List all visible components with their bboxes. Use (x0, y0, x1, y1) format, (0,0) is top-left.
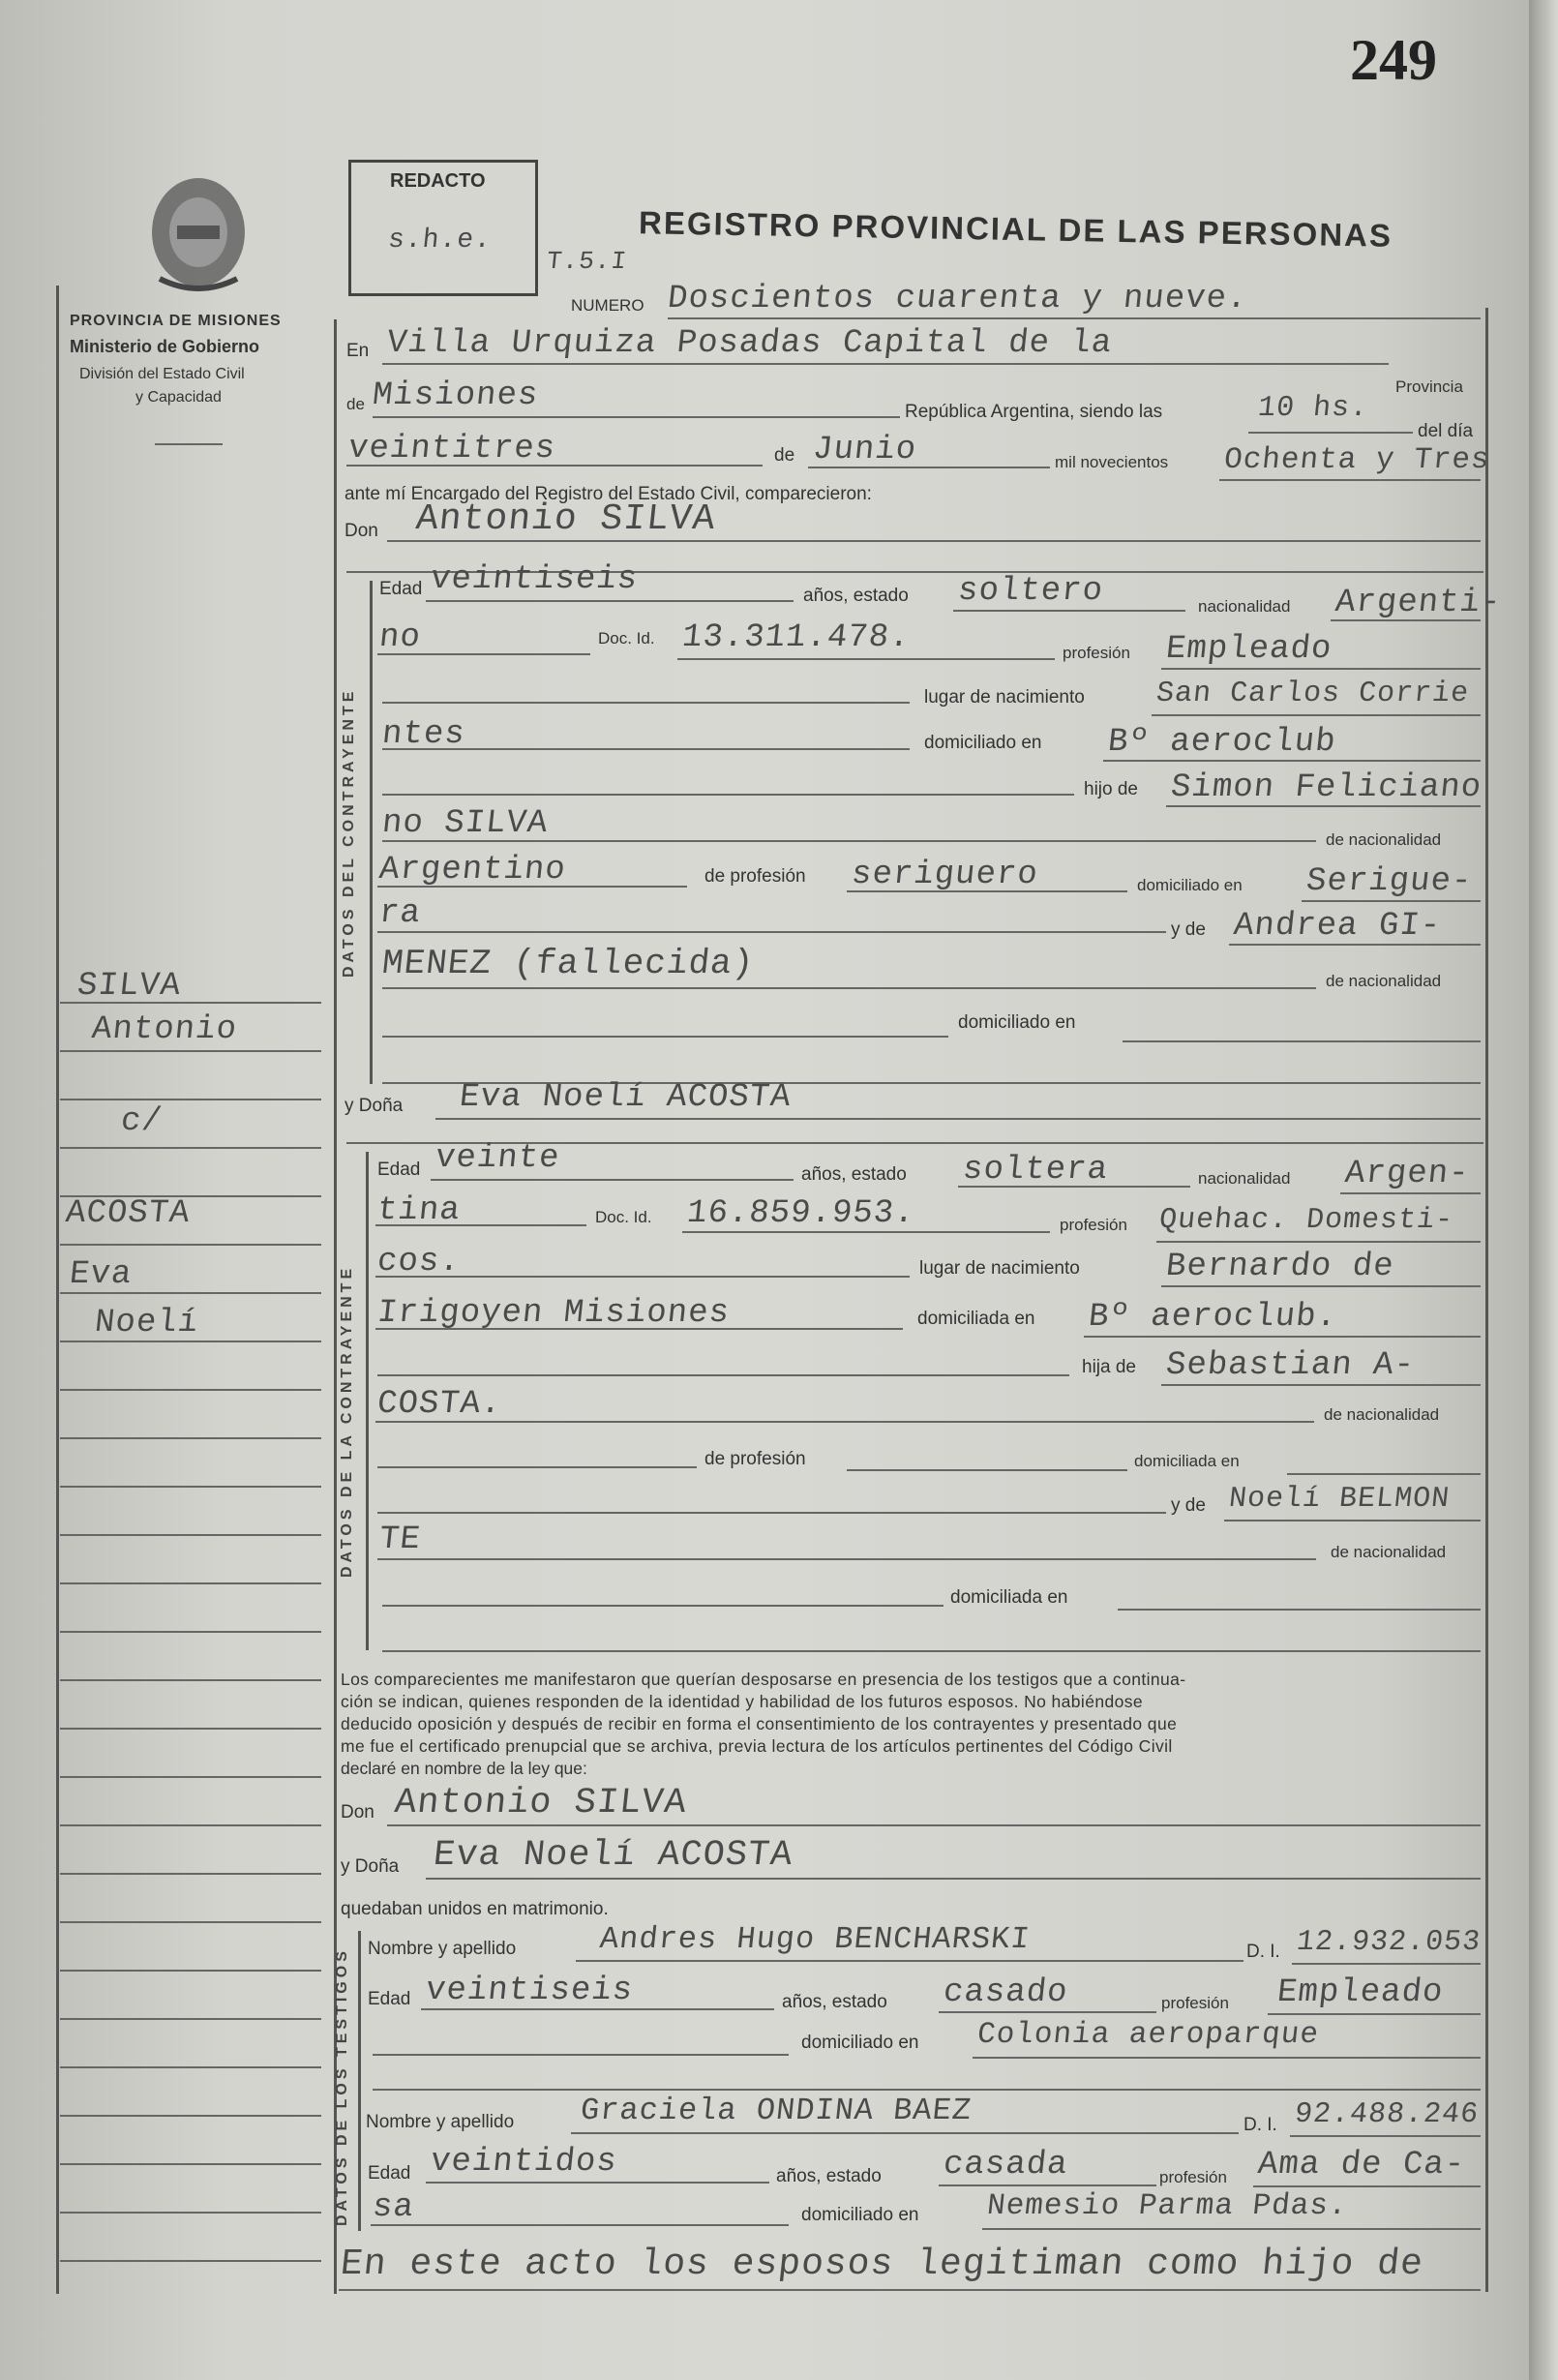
label-anos-estado-t1: años, estado (782, 1992, 887, 2012)
value-e-padre-2: COSTA. (375, 1386, 504, 1423)
label-domiciliada: domiciliada en (917, 1309, 1035, 1329)
label-datos-contrayente: DATOS DEL CONTRAYENTE (341, 687, 357, 978)
value-mes: Junio (811, 432, 919, 468)
label-don: Don (345, 521, 378, 541)
label-anos-estado: años, estado (803, 586, 909, 606)
stamp-label: REDACTO (390, 170, 486, 192)
label-domiciliada-padre: domiciliada en (1134, 1452, 1240, 1470)
label-lugar-nacimiento: lugar de nacimiento (924, 687, 1085, 708)
body-line-4: me fue el certificado prenupcial que se archiva, previa lectura de los artículos pertinentes del Código Civil (341, 1736, 1173, 1756)
label-ante: ante mí Encargado del Registro del Estado Civil, comparecieron: (345, 484, 872, 504)
label-domiciliado-madre: domiciliado en (958, 1012, 1076, 1033)
value-t2-prof: Ama de Ca- (1256, 2147, 1468, 2184)
value-c-madre-2: MENEZ (fallecida) (379, 944, 757, 983)
value-c-madre: Andrea GI- (1232, 908, 1444, 945)
label-doc: Doc. Id. (598, 629, 655, 648)
label-nacionalidad-2: nacionalidad (1198, 1169, 1291, 1188)
value-t1-edad: veintiseis (424, 1973, 636, 2009)
margin-name-bride: Eva (68, 1256, 135, 1293)
label-don-2: Don (341, 1802, 375, 1823)
division-label: División del Estado Civil (79, 366, 245, 382)
value-dia: veintitres (346, 431, 558, 467)
label-nombre-testigo-2: Nombre y apellido (366, 2112, 515, 2132)
value-numero: Doscientos cuarenta y nueve. (666, 281, 1250, 317)
value-e-nac-2: tina (375, 1192, 463, 1229)
value-e-profesion: Quehac. Domesti- (1157, 1204, 1455, 1237)
value-t2-doc: 92.488.246 (1293, 2098, 1481, 2131)
value-e-lugar: Bernardo de (1164, 1249, 1396, 1285)
label-lugar-nacimiento-2: lugar de nacimiento (919, 1258, 1080, 1279)
body-line-3: deducido oposición y después de recibir en forma el consentimiento de los contrayentes y presentado que (341, 1714, 1178, 1733)
value-e-madre: Noelí BELMON (1227, 1483, 1452, 1516)
value-e-doc: 16.859.953. (685, 1195, 917, 1232)
value-t1-prof: Empleado (1275, 1974, 1446, 2011)
margin-connector: c/ (119, 1103, 165, 1140)
margin-surname-groom: SILVA (75, 968, 184, 1005)
label-quedaban: quedaban unidos en matrimonio. (341, 1899, 609, 1919)
label-dona-2: y Doña (341, 1856, 400, 1877)
page-edge (1529, 0, 1558, 2380)
value-e-lugar-2: Irigoyen Misiones (375, 1295, 732, 1332)
label-de-profesion: de profesión (704, 866, 806, 887)
label-provincia: Provincia (1395, 377, 1463, 396)
value-e-padre: Sebastian A- (1164, 1347, 1417, 1384)
label-del-dia: del día (1418, 421, 1474, 441)
label-de: de (346, 395, 365, 413)
body-line-5: declaré en nombre de la ley que: (341, 1759, 587, 1778)
value-c-padre-dom: Serigue- (1304, 863, 1475, 900)
value-t1-nombre: Andres Hugo BENCHARSKI (598, 1921, 1033, 1957)
label-edad-t2: Edad (368, 2163, 411, 2184)
label-nombre-testigo-1: Nombre y apellido (368, 1939, 517, 1959)
value-t2-nombre: Graciela ONDINA BAEZ (579, 2093, 974, 2128)
stamp-value: s.h.e. (386, 226, 494, 256)
value-c-domicilio: Bº aeroclub (1106, 724, 1338, 761)
value-c-lugar: San Carlos Corrie (1154, 678, 1471, 710)
value-t1-dom: Colonia aeroparque (975, 2018, 1321, 2052)
value-t1-doc: 12.932.053 (1295, 1926, 1483, 1959)
value-e-madre-2: TE (377, 1521, 423, 1558)
value-c-estado: soltero (956, 573, 1105, 610)
stamp-side-note: T.5.I (545, 247, 629, 276)
label-republica: República Argentina, siendo las (905, 402, 1163, 422)
value-dona: Eva Noelí ACOSTA (458, 1079, 794, 1116)
label-anos-estado-t2: años, estado (776, 2166, 882, 2186)
label-doc-2: Doc. Id. (595, 1208, 652, 1226)
left-margin-border (56, 286, 59, 2294)
label-edad-2: Edad (377, 1160, 421, 1180)
coat-of-arms-icon (140, 172, 256, 298)
contrayenta-bracket (366, 1152, 369, 1650)
value-don: Antonio SILVA (413, 498, 718, 540)
value-t2-dom: Nemesio Parma Pdas. (985, 2189, 1350, 2223)
label-en: En (346, 341, 370, 361)
label-domiciliado: domiciliado en (924, 733, 1042, 753)
value-c-edad: veintiseis (429, 561, 641, 598)
margin-surname-bride: ACOSTA (64, 1195, 193, 1232)
label-edad-t1: Edad (368, 1989, 411, 2009)
label-di-1: D. I. (1246, 1942, 1280, 1962)
label-domiciliada-madre: domiciliada en (950, 1587, 1068, 1608)
margin-name-bride-2: Noelí (93, 1305, 201, 1341)
value-c-nac: Argenti- (1333, 585, 1504, 621)
redacto-stamp (348, 160, 538, 296)
testigos-bracket (358, 1931, 361, 2231)
label-profesion-2: profesión (1060, 1216, 1127, 1234)
ministry-label: Ministerio de Gobierno (70, 337, 260, 356)
label-datos-testigos: DATOS DE LOS TESTIGOS (334, 1947, 350, 2226)
body-line-1: Los comparecientes me manifestaron que querían desposarse en presencia de los testigos que a continua- (341, 1670, 1186, 1689)
label-domiciliado-t1: domiciliado en (801, 2033, 919, 2053)
label-domiciliado-padre: domiciliado en (1137, 876, 1243, 894)
value-c-padre-nac: Argentino (377, 852, 568, 889)
value-t1-estado: casado (942, 1974, 1070, 2011)
margin-name-groom: Antonio (90, 1011, 239, 1048)
value-e-nac: Argen- (1343, 1156, 1472, 1192)
label-edad: Edad (379, 579, 423, 599)
value-anio: Ochenta y Tres (1222, 443, 1492, 477)
value-c-padre-2: no SILVA (380, 805, 551, 842)
label-de-nacionalidad-3: de nacionalidad (1331, 1543, 1447, 1561)
value-t2-estado: casada (942, 2147, 1070, 2184)
document-title: REGISTRO PROVINCIAL DE LAS PERSONAS (638, 204, 1393, 254)
value-c-padre: Simon Feliciano (1169, 769, 1484, 806)
label-de-nacionalidad-2: de nacionalidad (1324, 1405, 1440, 1424)
value-e-domicilio: Bº aeroclub. (1087, 1299, 1339, 1336)
label-y-de-2: y de (1171, 1495, 1206, 1516)
label-hijo-de: hijo de (1084, 779, 1138, 799)
value-provincia: Misiones (371, 377, 541, 414)
value-c-lugar-2: ntes (380, 716, 467, 753)
label-dona: y Doña (345, 1096, 404, 1116)
label-y-de: y de (1171, 919, 1206, 940)
value-lugar: Villa Urquiza Posadas Capital de la (385, 325, 1115, 362)
page-number: 249 (1350, 28, 1437, 92)
value-c-profesion: Empleado (1164, 631, 1334, 668)
label-profesion: profesión (1063, 644, 1130, 662)
label-datos-contrayenta: DATOS DE LA CONTRAYENTE (339, 1264, 355, 1578)
label-de-nacionalidad: de nacionalidad (1326, 830, 1442, 849)
divider (155, 443, 223, 445)
body-line-2: ción se indican, quienes responden de la identidad y habilidad de los futuros esposos. No habiéndose (341, 1692, 1144, 1711)
value-final-note: En este acto los esposos legitiman como hijo de (338, 2244, 1426, 2285)
value-don-2: Antonio SILVA (392, 1783, 689, 1823)
label-numero: NUMERO (571, 296, 644, 315)
division-label-2: y Capacidad (135, 389, 222, 406)
label-nacionalidad: nacionalidad (1198, 597, 1291, 616)
value-e-edad: veinte (434, 1140, 562, 1177)
label-de-profesion-2: de profesión (704, 1449, 806, 1469)
value-t2-prof-2: sa (371, 2189, 416, 2226)
contrayente-bracket (370, 581, 373, 1084)
value-e-prof-2: cos. (375, 1244, 463, 1280)
label-domiciliado-t2: domiciliado en (801, 2205, 919, 2225)
label-di-2: D. I. (1243, 2115, 1277, 2135)
value-c-padre-dom-2: ra (377, 895, 423, 932)
province-label: PROVINCIA DE MISIONES (70, 313, 282, 329)
value-c-doc: 13.311.478. (680, 619, 913, 656)
value-c-padre-prof: seriguero (850, 857, 1040, 893)
value-hora: 10 hs. (1256, 392, 1370, 425)
label-profesion-t2: profesión (1159, 2168, 1227, 2186)
label-de-nacionalidad-madre: de nacionalidad (1326, 972, 1442, 990)
label-hija-de: hija de (1082, 1357, 1136, 1377)
label-mil: mil novecientos (1055, 453, 1169, 471)
value-t2-edad: veintidos (429, 2144, 619, 2181)
value-dona-2: Eva Noelí ACOSTA (431, 1835, 795, 1876)
label-profesion-t1: profesión (1161, 1994, 1229, 2012)
value-e-estado: soltera (961, 1152, 1110, 1189)
label-de-mes: de (774, 445, 795, 466)
value-c-nac-2: no (377, 619, 423, 656)
label-anos-estado-2: años, estado (801, 1164, 907, 1185)
